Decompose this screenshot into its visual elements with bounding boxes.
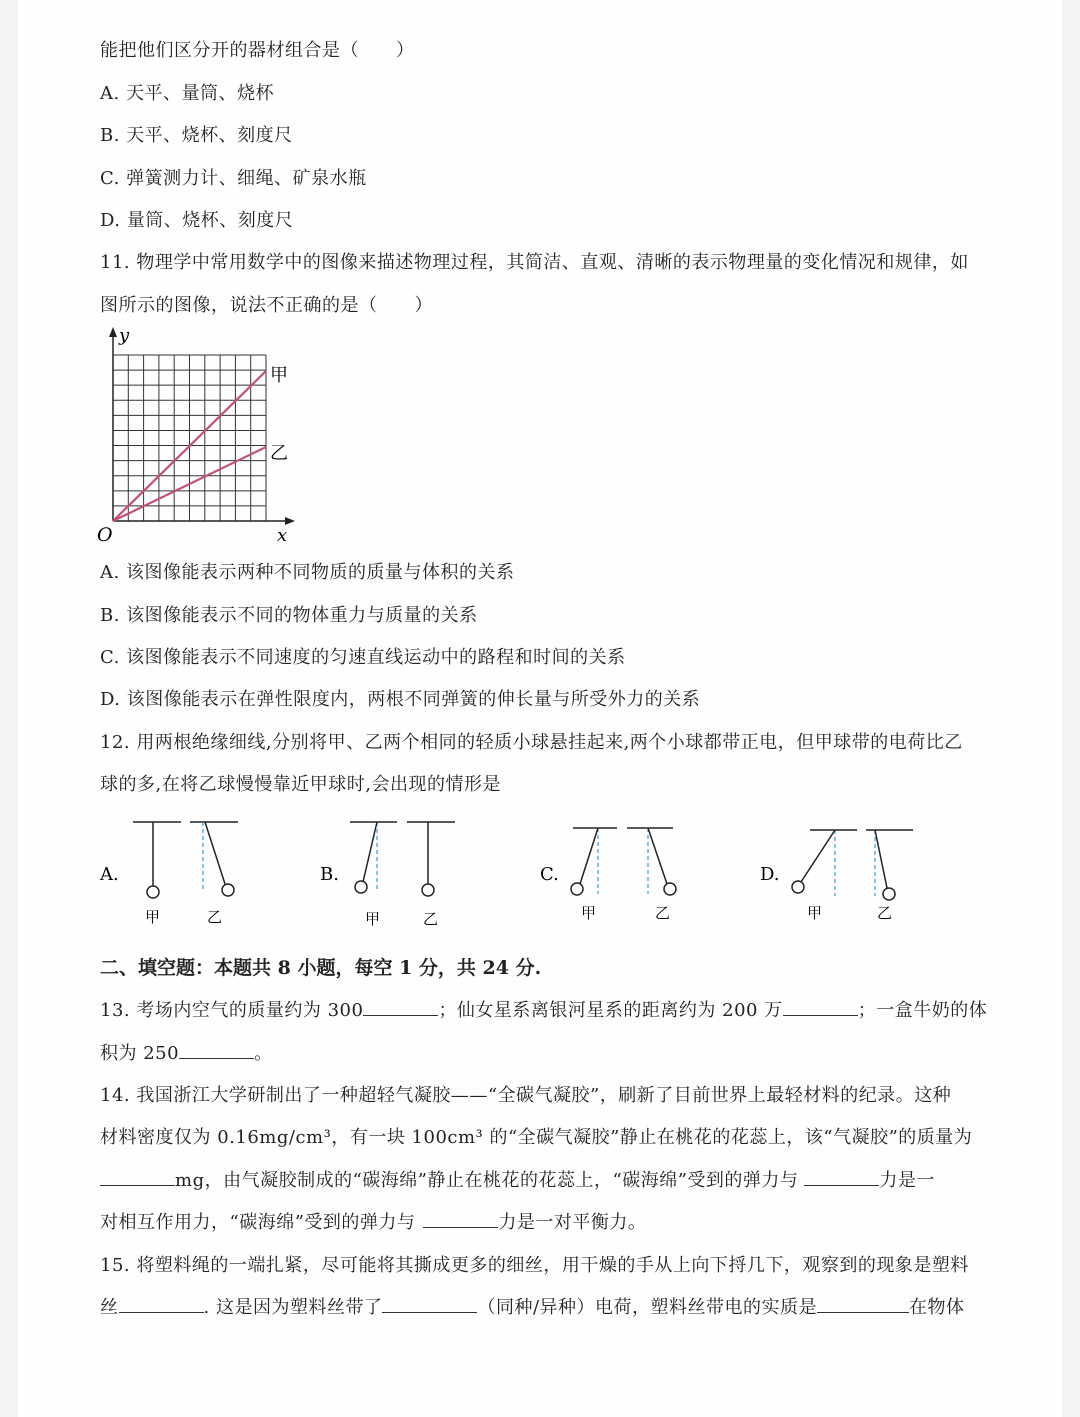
q10-option-a: A. 天平、量筒、烧杯 <box>100 83 274 104</box>
q11-graph <box>95 325 305 550</box>
q12-figure-d <box>760 830 913 922</box>
section-2-heading: 二、填空题：本题共 8 小题，每空 1 分，共 24 分. <box>100 957 542 979</box>
q14-line3: mg，由气凝胶制成的“碳海绵”静止在桃花的花蕊上，“碳海绵”受到的弹力与 力是一 <box>100 1166 935 1192</box>
svg-text:D.: D. <box>760 864 780 885</box>
q15-line2: 丝 . 这是因为塑料丝带了 （同种/异种）电荷，塑料丝带电的实质是 在物体 <box>100 1297 965 1318</box>
svg-text:乙: 乙 <box>423 910 439 928</box>
q11-option-d: D. 该图像能表示在弹性限度内，两根不同弹簧的伸长量与所受外力的关系 <box>100 689 701 710</box>
q12-stem-line1: 12. 用两根绝缘细线,分别将甲、乙两个相同的轻质小球悬挂起来,两个小球都带正电，但甲球带的电荷比乙 <box>100 732 963 753</box>
svg-text:乙: 乙 <box>877 904 893 922</box>
svg-text:甲: 甲 <box>145 908 161 926</box>
q13-line2: 积为 250 。 <box>100 1043 273 1064</box>
graph-x-label: x <box>277 525 288 546</box>
q11-option-b: B. 该图像能表示不同的物体重力与质量的关系 <box>100 605 478 626</box>
svg-text:甲: 甲 <box>581 904 597 922</box>
q15-blank-1 <box>119 1296 204 1313</box>
q15-blank-3 <box>817 1296 909 1313</box>
q15-line1: 15. 将塑料绳的一端扎紧，尽可能将其撕成更多的细丝，用干燥的手从上向下捋几下，观察到的现象是塑料 <box>100 1255 969 1276</box>
q14-line2: 材料密度仅为 0.16mg/cm³，有一块 100cm³ 的“全碳气凝胶”静止在桃花的花蕊上，该“气凝胶”的质量为 <box>100 1127 973 1148</box>
q11-stem-line2: 图所示的图像，说法不正确的是（ ） <box>100 295 433 316</box>
graph-y-label: y <box>119 325 130 346</box>
q13-line1: 13. 考场内空气的质量约为 300 ；仙女星系离银河星系的距离约为 200 万 ；一盒牛奶的体 <box>100 1000 988 1021</box>
svg-text:C.: C. <box>540 864 559 885</box>
q12-figure-c <box>540 828 676 922</box>
q12-figures <box>95 810 935 935</box>
q11-option-a: A. 该图像能表示两种不同物质的质量与体积的关系 <box>100 562 515 583</box>
q12-figure-a <box>99 822 238 926</box>
q14-line4: 对相互作用力，“碳海绵”受到的弹力与 力是一对平衡力。 <box>100 1212 647 1233</box>
q10-option-c: C. 弹簧测力计、细绳、矿泉水瓶 <box>100 168 367 189</box>
q10-option-b: B. 天平、烧杯、刻度尺 <box>100 125 293 146</box>
svg-text:甲: 甲 <box>365 910 381 928</box>
q13-blank-2 <box>783 999 858 1016</box>
q14-line1: 14. 我国浙江大学研制出了一种超轻气凝胶——“全碳气凝胶”，刷新了目前世界上最轻材料的纪录。这种 <box>100 1085 952 1106</box>
q13-blank-1 <box>363 999 438 1016</box>
q13-blank-3 <box>179 1042 254 1059</box>
q14-blank-2 <box>804 1169 879 1186</box>
q15-blank-2 <box>382 1296 477 1313</box>
q11-stem-line1: 11. 物理学中常用数学中的图像来描述物理过程，其简洁、直观、清晰的表示物理量的变化情况和规律，如 <box>100 252 969 273</box>
graph-line-jia-label: 甲 <box>270 365 288 386</box>
q14-blank-3 <box>423 1211 498 1228</box>
graph-line-yi-label: 乙 <box>270 443 288 464</box>
q11-option-c: C. 该图像能表示不同速度的匀速直线运动中的路程和时间的关系 <box>100 647 626 668</box>
svg-text:B.: B. <box>320 864 339 885</box>
svg-text:乙: 乙 <box>207 908 223 926</box>
q10-option-d: D. 量筒、烧杯、刻度尺 <box>100 210 294 231</box>
q10-stem: 能把他们区分开的器材组合是（ ） <box>100 40 415 61</box>
q12-figure-b <box>320 822 455 928</box>
svg-text:A.: A. <box>100 864 119 885</box>
graph-origin-label: O <box>97 524 113 546</box>
q12-stem-line2: 球的多,在将乙球慢慢靠近甲球时,会出现的情形是 <box>100 774 501 795</box>
svg-text:甲: 甲 <box>807 904 823 922</box>
svg-text:乙: 乙 <box>655 904 671 922</box>
q14-blank-1 <box>100 1169 175 1186</box>
